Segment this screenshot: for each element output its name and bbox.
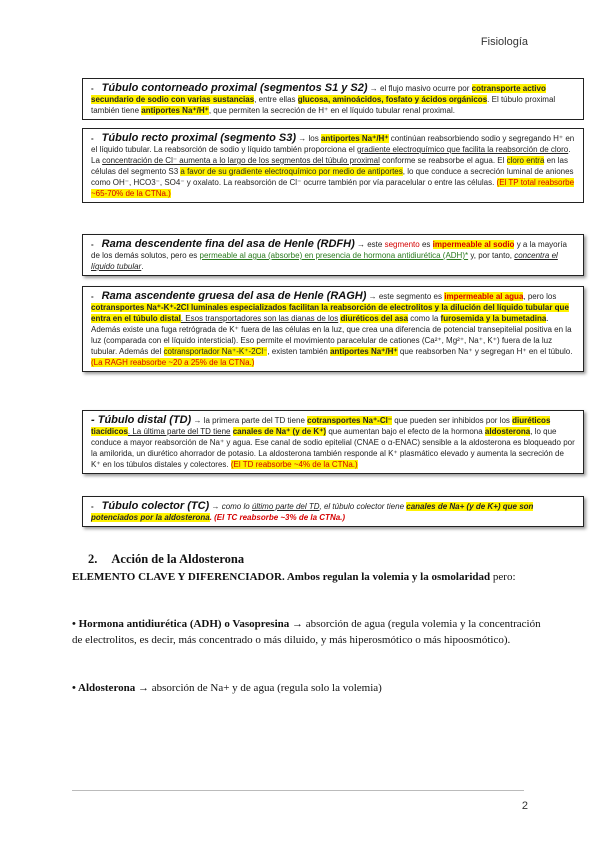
text: , el túbulo colector tiene xyxy=(319,502,405,511)
text: → absorción de Na+ y de agua (regula solo la volemia) xyxy=(135,682,382,694)
text: , entre ellas xyxy=(254,95,296,104)
highlight: canales de Na⁺ (y de K⁺) xyxy=(232,427,327,436)
text: , existen también xyxy=(267,347,328,356)
italic-text: concentra el líquido tubular xyxy=(91,251,558,271)
text: y a la mayoría de los demás solutos, pero es xyxy=(91,240,567,260)
text: conforme se reabsorbe el agua. El xyxy=(382,156,505,165)
box-title: Túbulo contorneado proximal (segmentos S1 y S2) xyxy=(101,82,368,94)
box-thin-descending: - Rama descendente fina del asa de Henle (RDFH) → este segmento es impermeable al sodio y a la mayoría de los demás solutos, pero es permeable al agua (absorbe) en presencia de hormona antidiurética (ADH)* y, por tanto, concentra el líquido tubular. xyxy=(82,234,584,276)
text: que reabsorben Na⁺ y segregan H⁺ en el túbulo. xyxy=(399,347,573,356)
box-proximal-convoluted: - Túbulo contorneado proximal (segmentos S1 y S2) → el flujo masivo ocurre por cotransporte activo secundario de sodio con varias sustancias, entre ellas glucosa, aminoácidos, fosfato y ácidos orgánicos. El túbulo proximal también tiene antiportes Na⁺/H⁺, que permiten la secreción de H⁺ en el líquido tubular renal proximal. xyxy=(82,78,584,120)
underline: último parte del TD xyxy=(251,502,320,511)
arrow-icon: → xyxy=(211,502,220,511)
arrow-icon: → xyxy=(368,292,377,301)
bold-text: ELEMENTO CLAVE Y DIFERENCIADOR. Ambos regulan la volemia y la osmolaridad xyxy=(72,571,491,583)
paragraph-adh xyxy=(72,616,542,648)
bold-text: • Aldosterona xyxy=(72,682,136,694)
text: y, por tanto, xyxy=(470,251,512,260)
text: continúan reabsorbiendo sodio y segregando H⁺ en el líquido tubular. La reabsorción de sodio y líquido también proporciona el xyxy=(91,134,575,154)
highlight: impermeable al sodio xyxy=(432,240,515,249)
text: . La xyxy=(91,145,571,165)
highlight: cotransportador Na⁺-K⁺-2Cl⁻ xyxy=(163,347,268,356)
box-title: Túbulo colector (TC) xyxy=(101,500,210,512)
text: este segmento es xyxy=(378,292,443,301)
box-thick-ascending: - Rama ascendente gruesa del asa de Henle (RAGH) → este segmento es impermeable al agua, pero los cotransportes Na⁺-K⁺-2Cl luminales especializados facilitan la reabsorción de electrolitos y la dilución del líquido tubular que entra en el túbulo distal. Esos transportadores son las dianas de los diuréticos del asa como la furosemida y la bumetadina. Además existe una fuga retrógrada de K⁺ fuera de las células en la luz, que crea una diferencia de potencial transepitelial positiva en la luz (comparada con el líquido intersticial). Eso permite el movimiento paracelular de cationes (Ca²⁺, Mg²⁺, Na⁺, K⁺) fuera de la luz tubular. Además del cotransportador Na⁺-K⁺-2Cl⁻, existen también antiportes Na⁺/H⁺ que reabsorben Na⁺ y segregan H⁺ en el túbulo. (La RAGH reabsorbe ~20 a 25% de la CTNa.) xyxy=(82,286,584,372)
red-note: (El TP total reabsorbe ~65-70% de la CTNa.) xyxy=(91,178,575,198)
highlight: impermeable al agua xyxy=(444,292,524,301)
highlight: glucosa, aminoácidos, fosfato y ácidos orgánicos xyxy=(297,95,488,104)
text: . La última parte del TD tiene xyxy=(127,427,231,436)
red-note: (La RAGH reabsorbe ~20 a 25% de la CTNa.) xyxy=(91,358,255,367)
text: es xyxy=(421,240,431,249)
text: este xyxy=(367,240,383,249)
text: en las células del segmento S3 xyxy=(91,156,569,176)
box-proximal-straight: - Túbulo recto proximal (segmento S3) → los antiportes Na⁺/H⁺ continúan reabsorbiendo sodio y segregando H⁺ en el líquido tubular. La reabsorción de sodio y líquido también proporciona el gradiente electroquímico que facilita la reabsorción de cloro. La concentración de Cl⁻ aumenta a lo largo de los segmentos del túbulo proximal conforme se reabsorbe el agua. El cloro entra en las células del segmento S3 a favor de su gradiente electroquímico por medio de antiportes, lo que conduce a secreción luminal de aniones como OH⁻, HCO3⁻, SO4⁻ y oxalato. La reabsorción de Cl⁻ ocurre también por vía paracelular o entre las células. (El TP total reabsorbe ~65-70% de la CTNa.) xyxy=(82,128,584,203)
text: . xyxy=(141,262,144,271)
paragraph-aldosterone xyxy=(72,680,542,696)
arrow-icon: → xyxy=(356,240,365,249)
text: la primera parte del TD tiene xyxy=(203,416,305,425)
text: . Además existe una fuga retrógrada de K⁺ fuera de las células en la luz, que crea una diferencia de potencial transepitelial positiva en la luz (comparada con el líquido intersticial). Eso permite el movimiento paracelular de cationes (Ca²⁺, Mg²⁺, Na⁺, K⁺) fuera de la luz tubular. Además del xyxy=(91,314,572,356)
text: el flujo masivo ocurre por xyxy=(380,84,470,93)
underline: gradiente electroquímico que facilita la reabsorción de cloro xyxy=(356,145,569,154)
highlight: canales de Na+ (y de K+) que son potenciados por la aldosterona xyxy=(91,502,534,522)
highlight: cotransportes Na⁺-K⁺-2Cl luminales especializados facilitan la reabsorción de electrolitos y la dilución del líquido tubular que entra en el túbulo distal xyxy=(91,303,569,323)
section-title: Acción de la Aldosterona xyxy=(111,552,245,566)
text: . El túbulo proximal también tiene xyxy=(91,95,556,115)
bold-text: • Hormona antidiurética (ADH) o Vasopresina xyxy=(72,618,290,630)
red-note: (El TD reabsorbe ~4% de la CTNa.) xyxy=(230,460,358,469)
red-note: . (El TC reabsorbe ~3% de la CTNa.) xyxy=(209,513,346,522)
highlight: diuréticos del asa xyxy=(340,314,409,323)
red-text: segmento xyxy=(384,240,420,249)
text: como lo xyxy=(221,502,250,511)
highlight: aldosterona xyxy=(484,427,531,436)
text: , lo que conduce a mayor reabsorción de Na⁺ y agua. Ese canal de sodio epitelial (CNAE o α-ENAC) sensible a la aldosterona es bloqueado por la amilorida, un diurético ahorrador de potasio. La aldosterona también responde al K⁺ plasmático elevado y aumenta la secreción de K⁺ en los túbulos distales y colectores. xyxy=(91,427,575,469)
highlight: antiportes Na⁺/H⁺ xyxy=(320,134,389,143)
arrow-icon: → xyxy=(298,134,307,143)
highlight: antiportes Na⁺/H⁺ xyxy=(330,347,398,356)
box-title: Túbulo recto proximal (segmento S3) xyxy=(101,132,297,144)
arrow-icon: → xyxy=(369,84,378,93)
page-header: Fisiología xyxy=(480,36,528,48)
text: → absorción de agua (regula volemia y la concentración de electrolitos, es decir, más concentrado o más diluido, y más hiperosmótico o más hipoosmótico). xyxy=(72,618,541,646)
section-number: 2. xyxy=(88,552,98,566)
text: los xyxy=(308,134,319,143)
highlight: antiportes Na⁺/H⁺ xyxy=(141,106,209,115)
highlight: cotransporte activo secundario de sodio con varias sustancias xyxy=(91,84,546,104)
text: pero: xyxy=(490,571,516,583)
text: como la xyxy=(410,314,439,323)
text: , lo que conduce a secreción luminal de aniones como OH⁻, HCO3⁻, SO4⁻ y oxalato. La reabsorción de Cl⁻ ocurre también por vía paracelular o entre las células. xyxy=(91,167,574,187)
text: , que permiten la secreción de H⁺ en el líquido tubular renal proximal. xyxy=(208,106,455,115)
text: que aumentan bajo el efecto de la hormona xyxy=(328,427,483,436)
box-title: Rama ascendente gruesa del asa de Henle (RAGH) xyxy=(101,290,367,302)
section-heading xyxy=(88,552,244,567)
highlight: furosemida y la bumetadina xyxy=(440,314,547,323)
text: . Esos transportadores son las dianas de los xyxy=(180,314,339,323)
arrow-icon: → xyxy=(193,416,202,425)
page-number: 2 xyxy=(521,800,528,812)
highlight: cotransportes Na⁺-Cl⁻ xyxy=(307,416,393,425)
box-title: - Túbulo distal (TD) xyxy=(91,414,192,426)
footer-divider xyxy=(72,790,524,791)
box-distal-tubule xyxy=(82,410,584,474)
text: , pero los xyxy=(523,292,557,301)
green-underline: permeable al agua (absorbe) en presencia de hormona antidiurética (ADH)* xyxy=(199,251,469,260)
highlight: a favor de su gradiente electroquímico por medio de antiportes xyxy=(180,167,403,176)
highlight: diuréticos tiacídicos xyxy=(91,416,551,436)
box-title: Rama descendente fina del asa de Henle (RDFH) xyxy=(101,238,355,250)
box-collecting-tubule: - Túbulo colector (TC) → como lo último parte del TD, el túbulo colector tiene canales de Na+ (y de K+) que son potenciados por la aldosterona. (El TC reabsorbe ~3% de la CTNa.) xyxy=(82,496,584,527)
highlight: cloro entra xyxy=(506,156,545,165)
paragraph-intro xyxy=(72,569,542,585)
underline: concentración de Cl⁻ aumenta a lo largo de los segmentos del túbulo proximal xyxy=(102,156,380,165)
text: que pueden ser inhibidos por los xyxy=(394,416,510,425)
